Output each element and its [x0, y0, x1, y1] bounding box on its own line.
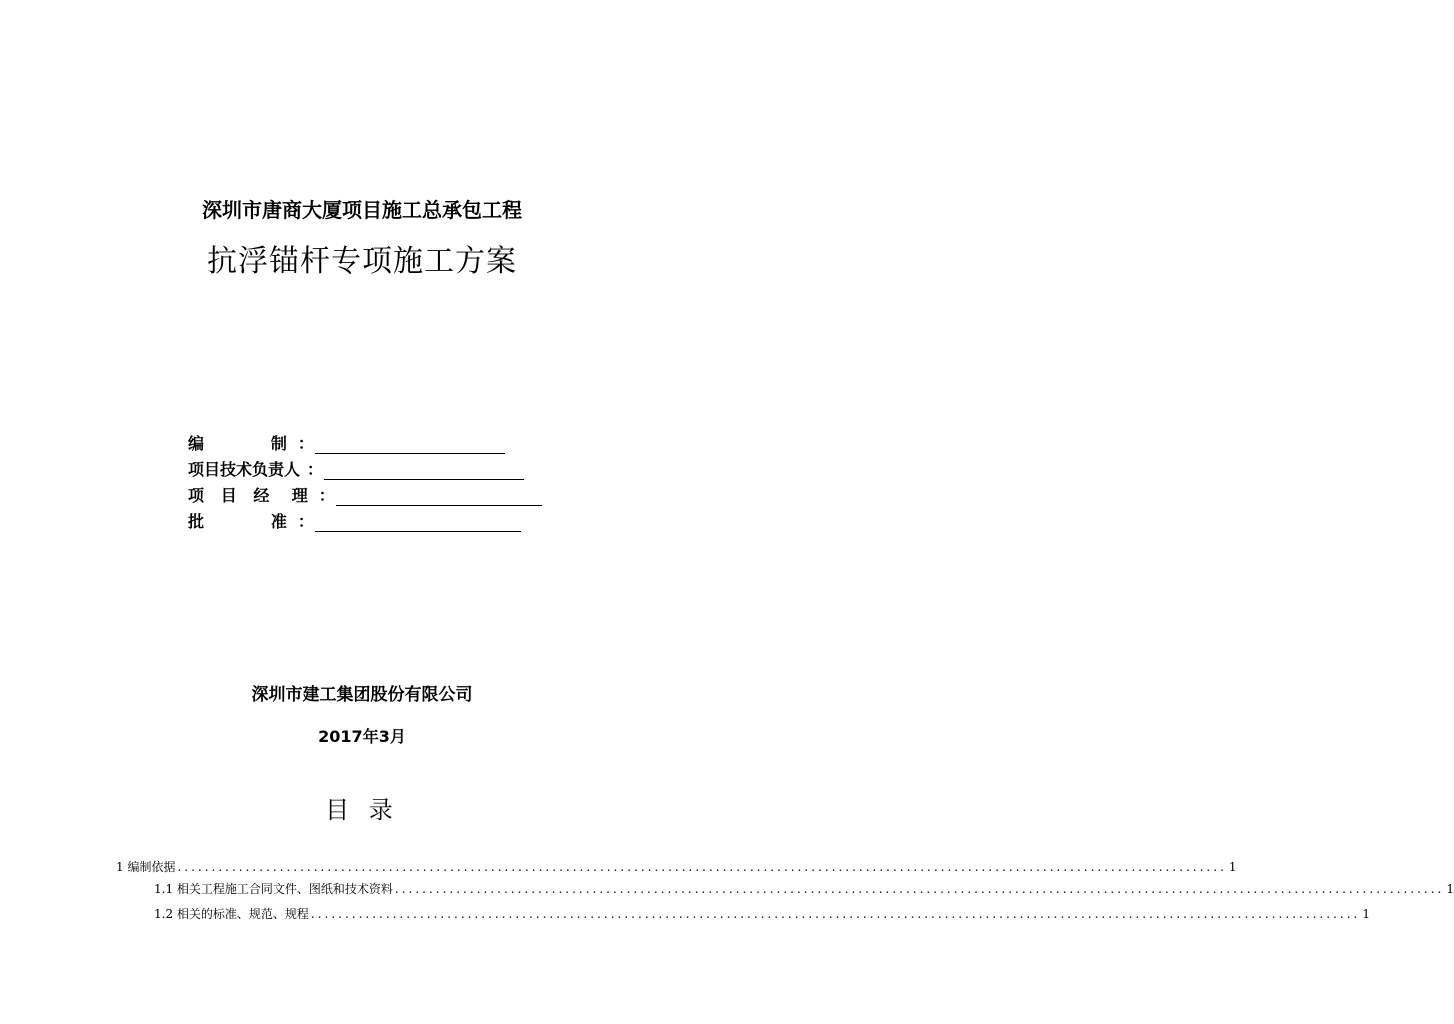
signature-colon: ： — [307, 460, 324, 479]
toc-entry[interactable] — [116, 858, 1237, 875]
toc-entry-title: 1.1 相关工程施工合同文件、图纸和技术资料 — [154, 882, 393, 896]
document-date: 2017年3月 — [318, 727, 406, 746]
signature-label: 编 制 — [188, 434, 287, 453]
signature-colon: ： — [297, 512, 314, 531]
signature-row-project-manager — [188, 484, 542, 506]
toc-entry-title: 1.2 相关的标准、规范、规程 — [154, 907, 309, 921]
plan-title: 抗浮锚杆专项施工方案 — [207, 244, 517, 279]
signature-colon: ： — [297, 434, 314, 453]
toc-leader-dots: .......................................................................................................................................................... — [394, 882, 1445, 896]
signature-colon: ： — [318, 486, 335, 505]
toc-heading: 目 录 — [325, 796, 399, 824]
signature-row-compiler — [188, 432, 505, 454]
company-name: 深圳市建工集团股份有限公司 — [251, 685, 473, 705]
signature-line — [315, 437, 505, 454]
signature-label: 项 目 经 理 — [188, 486, 308, 505]
toc-page-number: 1 — [1446, 882, 1454, 896]
project-title: 深圳市唐商大厦项目施工总承包工程 — [202, 198, 522, 222]
signature-line — [324, 463, 524, 480]
toc-entry[interactable] — [154, 905, 1370, 922]
signature-row-technical-lead — [188, 458, 524, 480]
signature-line — [315, 515, 521, 532]
toc-entry-title: 1 编制依据 — [116, 860, 176, 874]
signature-label: 批 准 — [188, 512, 287, 531]
toc-entry[interactable] — [154, 880, 1454, 897]
toc-page-number: 1 — [1362, 907, 1370, 921]
signature-row-approver — [188, 510, 521, 532]
signature-line — [336, 489, 542, 506]
toc-leader-dots: .......................................................................................................................................................... — [310, 907, 1361, 921]
toc-page-number: 1 — [1228, 860, 1237, 874]
signature-label: 项目技术负责人 — [188, 460, 301, 479]
toc-leader-dots: .......................................................................................................................................................... — [177, 860, 1227, 874]
